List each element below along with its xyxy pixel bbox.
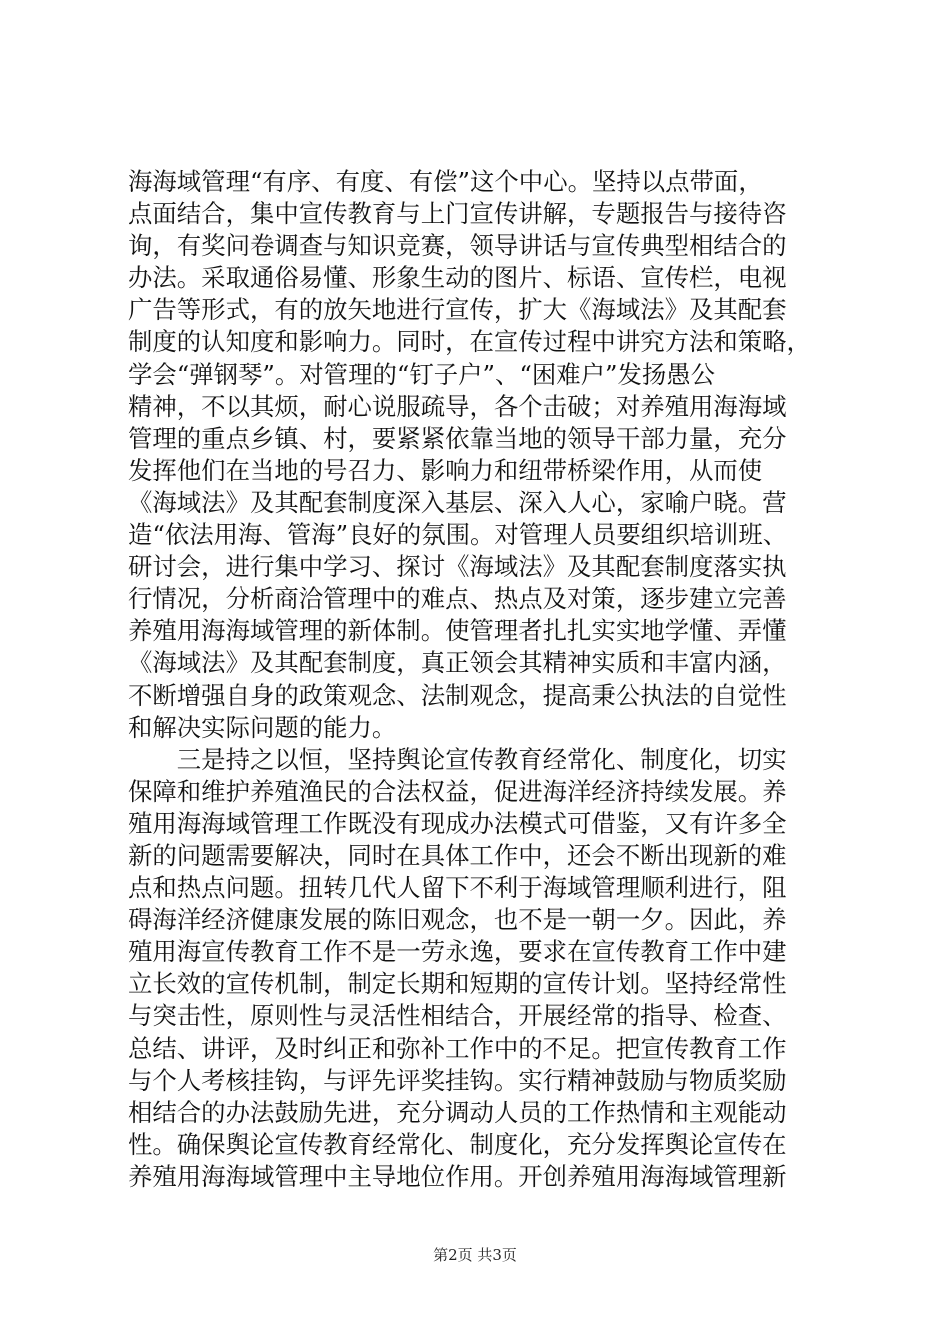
text-line: 广告等形式，有的放矢地进行宣传，扩大《海域法》及其配套 — [128, 295, 787, 325]
text-line: 立长效的宣传机制，制定长期和短期的宣传计划。坚持经常性 — [128, 969, 787, 999]
text-line: 和解决实际问题的能力。 — [128, 712, 397, 742]
text-line: 与突击性，原则性与灵活性相结合，开展经常的指导、检查、 — [128, 1001, 787, 1031]
text-line: 与个人考核挂钩，与评先评奖挂钩。实行精神鼓励与物质奖励 — [128, 1065, 787, 1095]
page-number-label: 第2页 共3页 — [433, 1246, 517, 1264]
text-line: 造“依法用海、管海”良好的氛围。对管理人员要组织培训班、 — [128, 520, 788, 550]
text-line: 不断增强自身的政策观念、法制观念，提高秉公执法的自觉性 — [128, 680, 787, 710]
text-line: 保障和维护养殖渔民的合法权益，促进海洋经济持续发展。养 — [128, 776, 787, 806]
text-line: 三是持之以恒，坚持舆论宣传教育经常化、制度化，切实 — [128, 744, 787, 774]
text-line: 《海域法》及其配套制度，真正领会其精神实质和丰富内涵， — [128, 648, 787, 678]
text-line: 制度的认知度和影响力。同时，在宣传过程中讲究方法和策略， — [128, 327, 811, 357]
text-line: 养殖用海海域管理中主导地位作用。开创养殖用海海域管理新 — [128, 1161, 787, 1191]
text-line: 精神，不以其烦，耐心说服疏导，各个击破；对养殖用海海域 — [128, 391, 787, 421]
text-line: 点和热点问题。扭转几代人留下不利于海域管理顺利进行，阻 — [128, 873, 787, 903]
text-line: 学会“弹钢琴”。对管理的“钉子户”、“困难户”发扬愚公 — [128, 359, 716, 389]
text-line: 行情况，分析商洽管理中的难点、热点及对策，逐步建立完善 — [128, 584, 787, 614]
text-line: 养殖用海海域管理的新体制。使管理者扎扎实实地学懂、弄懂 — [128, 616, 787, 646]
text-line: 性。确保舆论宣传教育经常化、制度化，充分发挥舆论宣传在 — [128, 1129, 787, 1159]
text-line: 研讨会，进行集中学习、探讨《海域法》及其配套制度落实执 — [128, 552, 787, 582]
text-line: 相结合的办法鼓励先进，充分调动人员的工作热情和主观能动 — [128, 1097, 787, 1127]
text-line: 碍海洋经济健康发展的陈旧观念，也不是一朝一夕。因此，养 — [128, 905, 787, 935]
body-text — [128, 166, 828, 1193]
text-line: 殖用海宣传教育工作不是一劳永逸，要求在宣传教育工作中建 — [128, 937, 787, 967]
page-footer — [0, 1245, 950, 1265]
text-line: 《海域法》及其配套制度深入基层、深入人心，家喻户晓。营 — [128, 487, 787, 517]
text-line: 询，有奖问卷调查与知识竞赛，领导讲话与宣传典型相结合的 — [128, 231, 787, 261]
text-line: 新的问题需要解决，同时在具体工作中，还会不断出现新的难 — [128, 840, 787, 870]
text-line: 总结、讲评，及时纠正和弥补工作中的不足。把宣传教育工作 — [128, 1033, 787, 1063]
text-line: 管理的重点乡镇、村，要紧紧依靠当地的领导干部力量，充分 — [128, 423, 787, 453]
text-line: 殖用海海域管理工作既没有现成办法模式可借鉴，又有许多全 — [128, 808, 787, 838]
text-line: 海海域管理“有序、有度、有偿”这个中心。坚持以点带面， — [128, 167, 763, 196]
text-line: 发挥他们在当地的号召力、影响力和纽带桥梁作用，从而使 — [128, 455, 763, 485]
text-line: 点面结合，集中宣传教育与上门宣传讲解，专题报告与接待咨 — [128, 199, 787, 229]
text-line: 办法。采取通俗易懂、形象生动的图片、标语、宣传栏，电视 — [128, 263, 787, 293]
